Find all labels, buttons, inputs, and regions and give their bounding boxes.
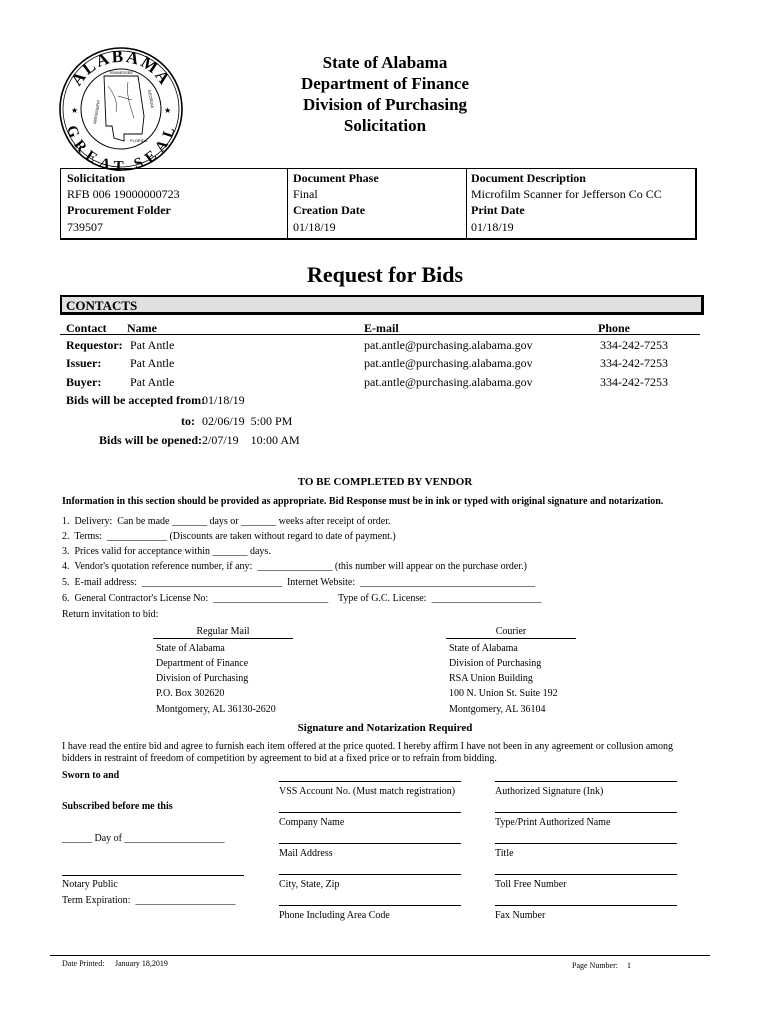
date-printed-value: January 18,2019 [115,959,168,968]
contact-email: pat.antle@purchasing.alabama.gov [364,338,533,352]
contact-name: Pat Antle [130,356,175,370]
seal-map-label-georgia: GEORGIA [147,89,156,109]
regular-mail-title: Regular Mail [196,626,250,637]
solicitation-label: Solicitation [67,171,126,185]
print-date-value: 01/18/19 [471,220,514,234]
svg-text:GREAT SEAL [63,123,179,172]
document-phase-label: Document Phase [293,171,379,185]
list-item: Department of Finance [156,658,249,669]
svg-text:ALABAMA [67,47,175,89]
creation-date-label: Creation Date [293,203,366,217]
contacts-header-phone: Phone [598,321,631,335]
list-item: RSA Union Building [449,673,533,684]
list-item: P.O. Box 302620 [156,688,225,699]
list-item: Division of Purchasing [449,658,542,669]
bids-accepted-value: 01/18/19 [202,393,245,407]
header-department: Department of Finance [300,74,470,93]
date-printed-label: Date Printed: [62,959,105,968]
signature-statement-line2: bidders in restraint of freedom of competition by agreement to bid at a fixed price or to refrain from bidding. [62,753,497,764]
contacts-section-header [60,295,704,315]
contact-email: pat.antle@purchasing.alabama.gov [364,356,533,370]
contact-role: Requestor: [66,338,123,352]
list-item: Division of Purchasing [156,673,249,684]
title-field[interactable]: Title [495,848,514,859]
vendor-section-title: TO BE COMPLETED BY VENDOR [297,476,473,488]
document-description-label: Document Description [471,171,586,185]
header-state: State of Alabama [322,53,448,72]
sworn-label: Sworn to and [62,770,120,781]
list-item: Montgomery, AL 36130-2620 [156,704,276,715]
day-of-field[interactable]: ______ Day of ____________________ [62,833,225,844]
signature-section-title: Signature and Notarization Required [297,722,473,734]
contact-role: Buyer: [66,375,102,389]
subscribed-label: Subscribed before me this [62,801,173,812]
signature-statement-line1: I have read the entire bid and agree to furnish each item offered at the price quoted. I hereby affirm I have not been in any agreement or collusion among [62,741,674,752]
contact-phone: 334-242-7253 [600,356,668,370]
seal-map-label-florida: FLORIDA [130,138,148,143]
bids-to-value: 02/06/19 5:00 PM [202,414,293,428]
header-solicitation: Solicitation [343,116,427,135]
list-item: 1. Delivery: Can be made _______ days or _______ weeks after receipt of order. [62,516,391,527]
alabama-great-seal-icon [58,46,184,172]
bids-accepted-label: Bids will be accepted from: [66,393,206,407]
company-name-field[interactable]: Company Name [279,817,345,828]
vendor-instructions: Information in this section should be provided as appropriate. Bid Response must be in ink or typed with original signature and notarization. [62,496,664,507]
return-invitation-label: Return invitation to bid: [62,609,159,620]
list-item: Montgomery, AL 36104 [449,704,546,715]
authorized-signature-field[interactable]: Authorized Signature (Ink) [495,786,604,797]
notary-public-label: Notary Public [62,879,118,890]
vss-account-field[interactable]: VSS Account No. (Must match registration) [279,786,456,797]
mail-address-field[interactable]: Mail Address [279,848,333,859]
svg-text:★: ★ [164,106,172,115]
phone-field[interactable]: Phone Including Area Code [279,910,390,921]
procurement-folder-label: Procurement Folder [67,203,171,217]
header-division: Division of Purchasing [302,95,468,114]
term-expiration-field[interactable]: Term Expiration: ____________________ [62,895,236,906]
page-number-value: 1 [627,961,631,970]
contacts-header-name: Name [127,321,157,335]
list-item: 5. E-mail address: ____________________________ Internet Website: ___________________________________ [62,577,536,588]
list-item: State of Alabama [449,643,518,654]
page-number-label: Page Number: [572,961,618,970]
fax-number-field[interactable]: Fax Number [495,910,546,921]
list-item: 100 N. Union St. Suite 192 [449,688,558,699]
document-phase-value: Final [293,187,318,201]
seal-top-text: ALABAMA [66,46,176,90]
list-item: 2. Terms: ____________ (Discounts are taken without regard to date of payment.) [62,531,396,542]
seal-map-label-mississippi: MISSISSIPPI [92,99,102,125]
creation-date-value: 01/18/19 [293,220,336,234]
contact-name: Pat Antle [130,338,175,352]
contacts-title: CONTACTS [66,298,138,313]
courier-title: Courier [495,626,527,637]
solicitation-info-table [60,168,697,240]
svg-text:★: ★ [71,106,79,115]
bids-opened-value: 2/07/19 10:00 AM [202,433,300,447]
bids-to-label: to: [181,414,195,428]
document-description-value: Microfilm Scanner for Jefferson Co CC [471,187,662,201]
list-item: State of Alabama [156,643,225,654]
procurement-folder-value: 739507 [67,220,103,234]
solicitation-value: RFB 006 19000000723 [67,187,180,201]
bids-opened-label: Bids will be opened: [99,433,203,447]
authorized-name-field[interactable]: Type/Print Authorized Name [495,817,611,828]
city-state-zip-field[interactable]: City, State, Zip [279,879,340,890]
document-header [255,52,515,136]
seal-bottom-text: GREAT SEAL [63,123,179,172]
list-item: 4. Vendor's quotation reference number, if any: _______________ (this number will appear on the purchase order.) [62,561,527,572]
seal-map-label-tennessee: TENNESSEE [108,70,134,75]
list-item: 3. Prices valid for acceptance within _______ days. [62,546,271,557]
toll-free-number-field[interactable]: Toll Free Number [495,879,567,890]
contact-name: Pat Antle [130,375,175,389]
list-item: 6. General Contractor's License No: _______________________ Type of G.C. License: ______________________ [62,593,542,604]
contact-phone: 334-242-7253 [600,375,668,389]
print-date-label: Print Date [471,203,525,217]
contacts-header-contact: Contact [66,321,107,335]
contact-phone: 334-242-7253 [600,338,668,352]
contact-role: Issuer: [66,356,102,370]
contacts-header-email: E-mail [364,321,399,335]
page-title: Request for Bids [306,262,464,287]
contact-email: pat.antle@purchasing.alabama.gov [364,375,533,389]
